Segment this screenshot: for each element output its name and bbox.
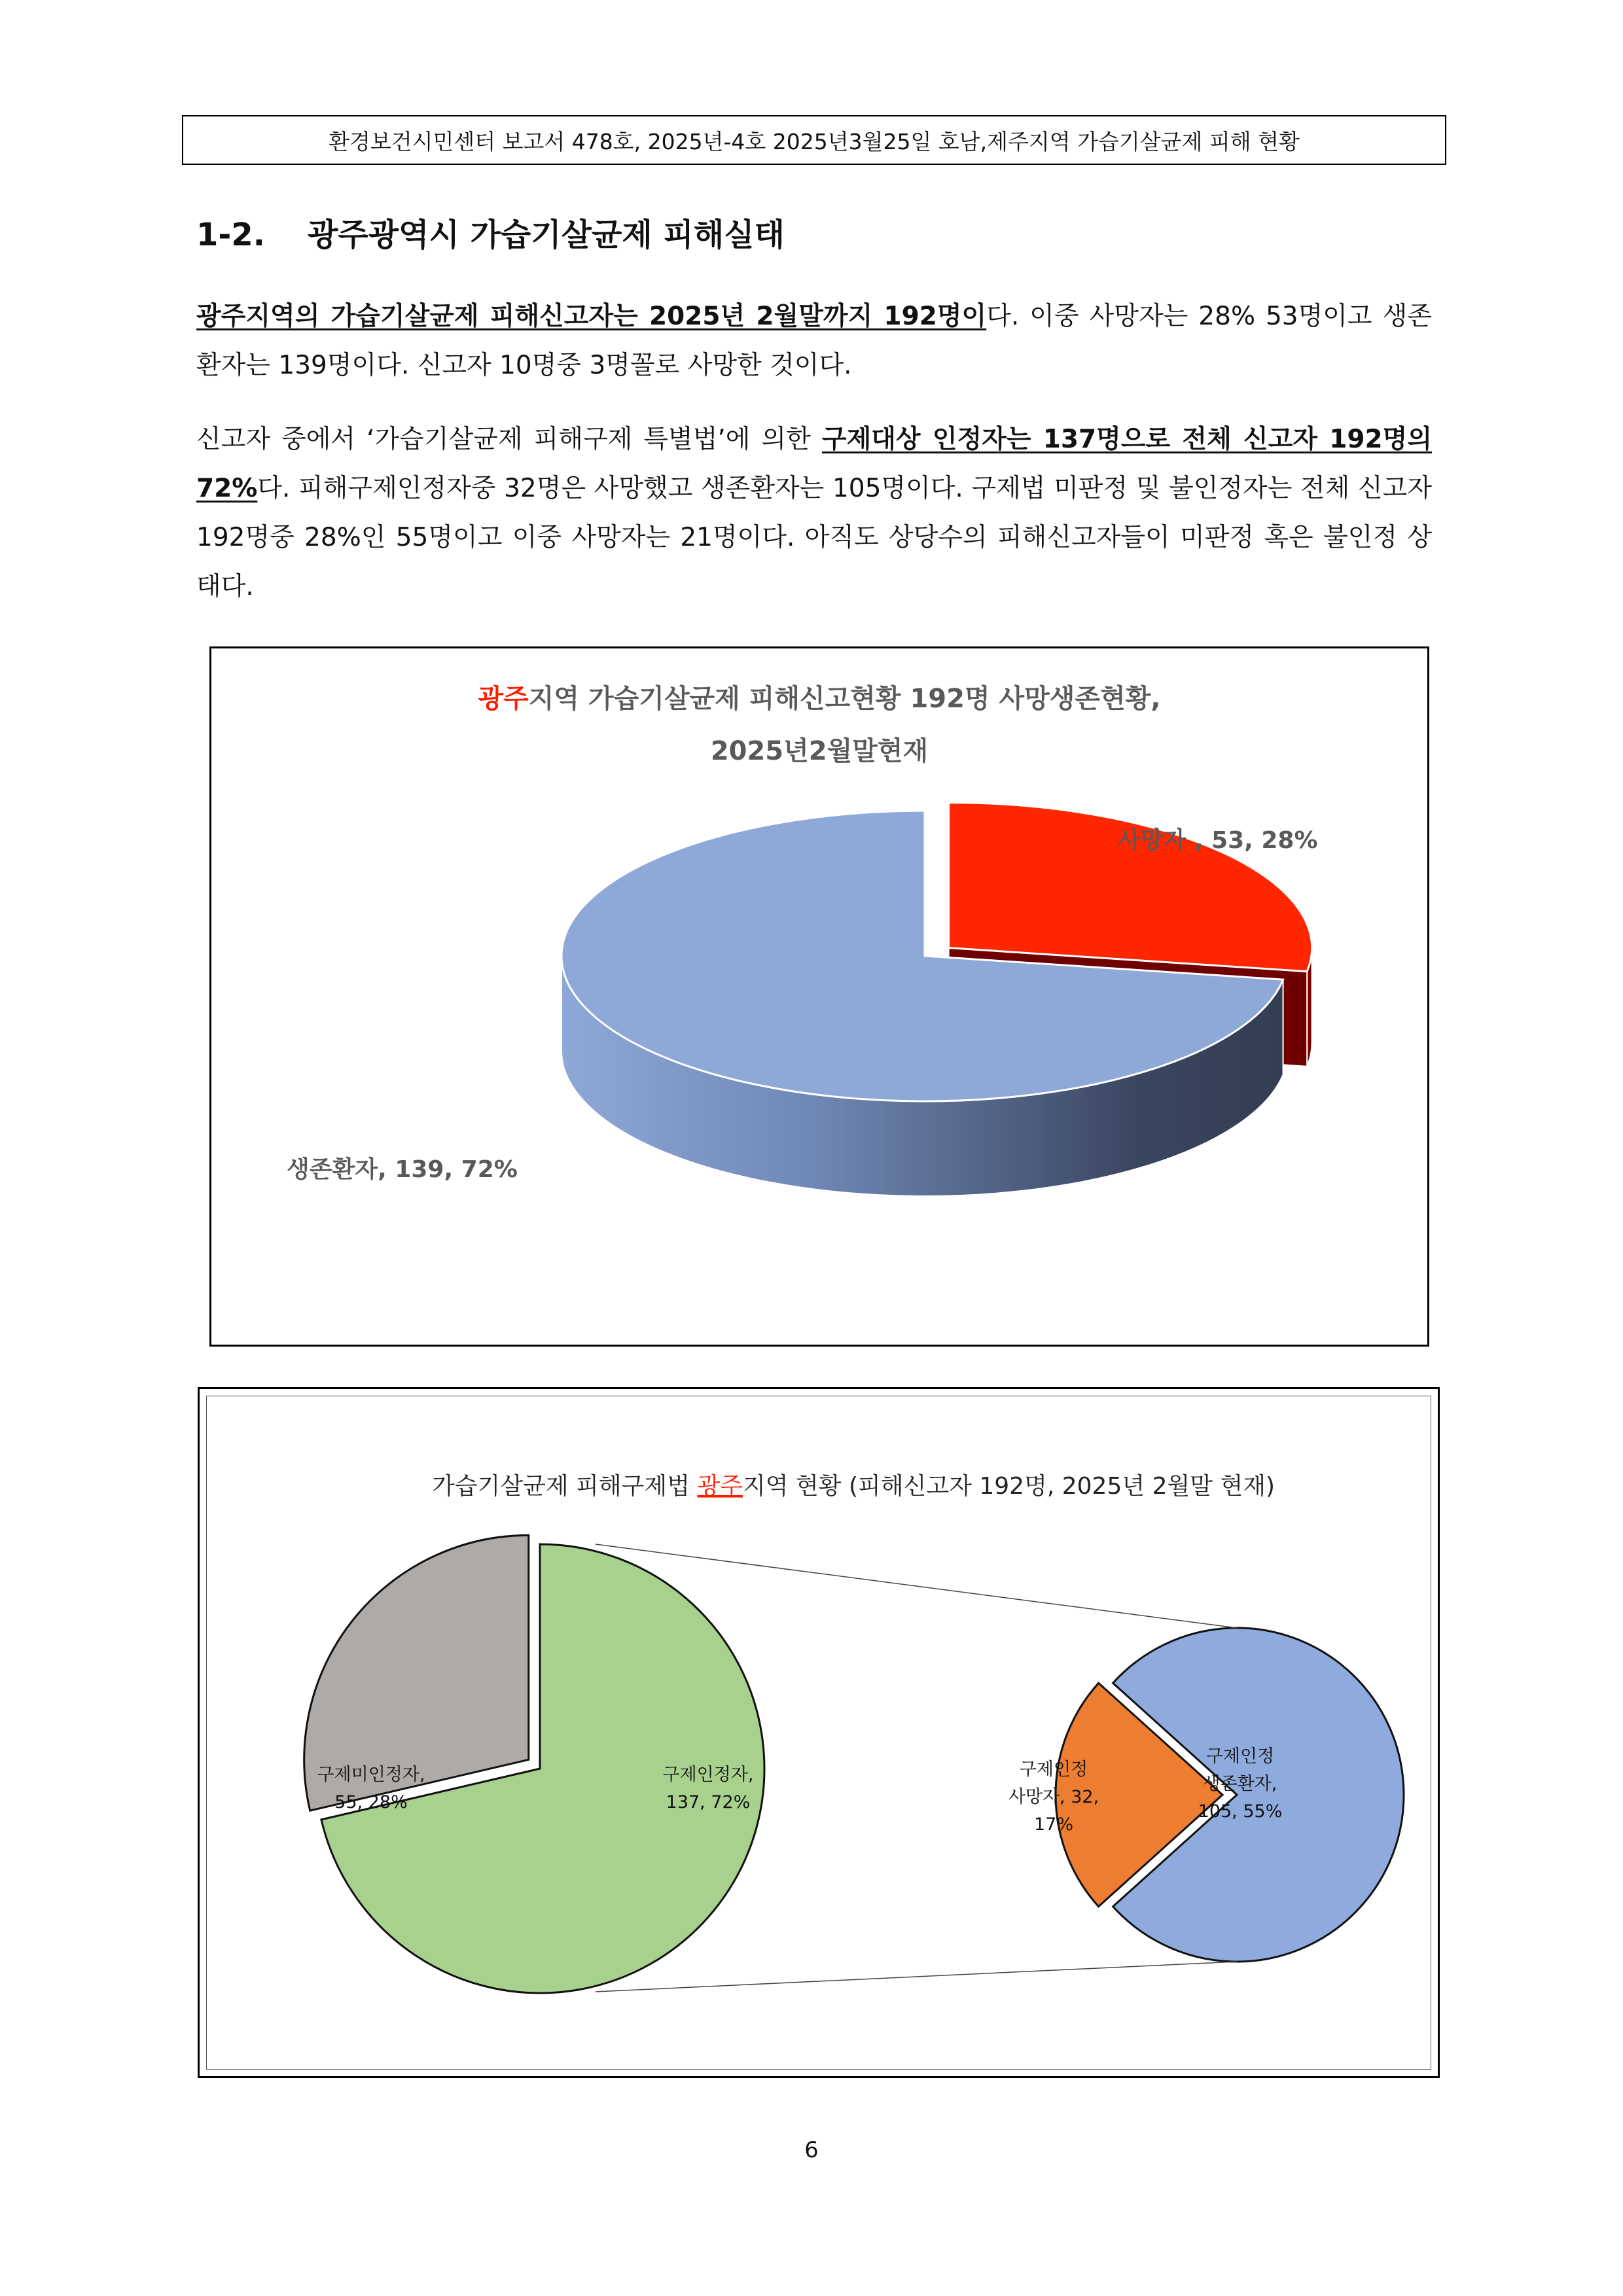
slice-label-recognized-death-3: 17% — [1033, 1814, 1074, 1835]
chart-1-frame — [209, 646, 1429, 1347]
chart-2-frame — [198, 1387, 1440, 2078]
chart-1-svg — [211, 648, 1427, 1345]
paragraph-2 — [196, 415, 1432, 611]
slice-label-recognized-death-1: 구제인정 — [1019, 1759, 1088, 1780]
report-header-text: 환경보건시민센터 보고서 478호, 2025년-4호 2025년3월25일 호남,제주지역 가습기살균제 피해 현황 — [329, 128, 1300, 154]
connector-line-bottom — [596, 1962, 1237, 1992]
slice-label-recognized-survivor-2: 생존환자, — [1203, 1774, 1277, 1794]
chart-2-svg — [200, 1389, 1438, 2076]
chart-1-title-line2: 2025년2월말현재 — [710, 736, 929, 766]
report-header — [182, 115, 1446, 165]
slice-label-recognized-1: 구제인정자, — [662, 1765, 754, 1785]
paragraph-1 — [196, 292, 1432, 390]
slice-label-unrecognized-1: 구제미인정자, — [317, 1765, 425, 1785]
paragraph-2-intro: 신고자 중에서 ‘가습기살균제 피해구제 특별법’에 의한 — [196, 425, 822, 454]
paragraph-2-text: 다. 피해구제인정자중 32명은 사망했고 생존환자는 105명이다. 구제법 미판정 및 불인정자는 전체 신고자 192명중 28%인 55명이고 이중 사망자는 21명이다. 아직도 상당수의 피해신고자들이 미판정 혹은 불인정 상태다. — [196, 474, 1432, 601]
page-number: 6 — [804, 2137, 819, 2163]
slice-label-recognized-death-2: 사망자, 32, — [1008, 1787, 1099, 1807]
chart-2-title: 가습기살균제 피해구제법 광주지역 현황 (피해신고자 192명, 2025년 2월말 현재) — [432, 1473, 1275, 1500]
paragraph-1-text: 다. 이중 사망자는 28% 53명이고 생존환자는 139명이다. 신고자 10명중 3명꼴로 사망한 것이다. — [196, 302, 1432, 380]
section-number: 1-2. — [196, 217, 265, 253]
section-title: 광주광역시 가습기살균제 피해실태 — [308, 217, 785, 253]
slice-label-unrecognized-2: 55, 28% — [334, 1792, 408, 1812]
slice-label-death: 사망자 , 53, 28% — [1118, 827, 1318, 854]
paragraph-2-emphasis: 구제대상 인정자는 137명으로 전체 신고자 192명의 72% — [196, 425, 1432, 503]
slice-label-recognized-survivor-1: 구제인정 — [1205, 1746, 1275, 1767]
paragraph-1-emphasis: 광주지역의 가습기살균제 피해신고자는 2025년 2월말까지 192명이 — [196, 302, 987, 331]
chart-1-title-line1: 광주지역 가습기살균제 피해신고현황 192명 사망생존현황, — [478, 684, 1161, 714]
slice-label-survivor: 생존환자, 139, 72% — [287, 1156, 518, 1183]
slice-label-recognized-2: 137, 72% — [666, 1792, 751, 1812]
slice-label-recognized-survivor-3: 105, 55% — [1198, 1801, 1283, 1822]
chart-1-pie — [562, 803, 1312, 1196]
section-heading — [196, 209, 785, 255]
